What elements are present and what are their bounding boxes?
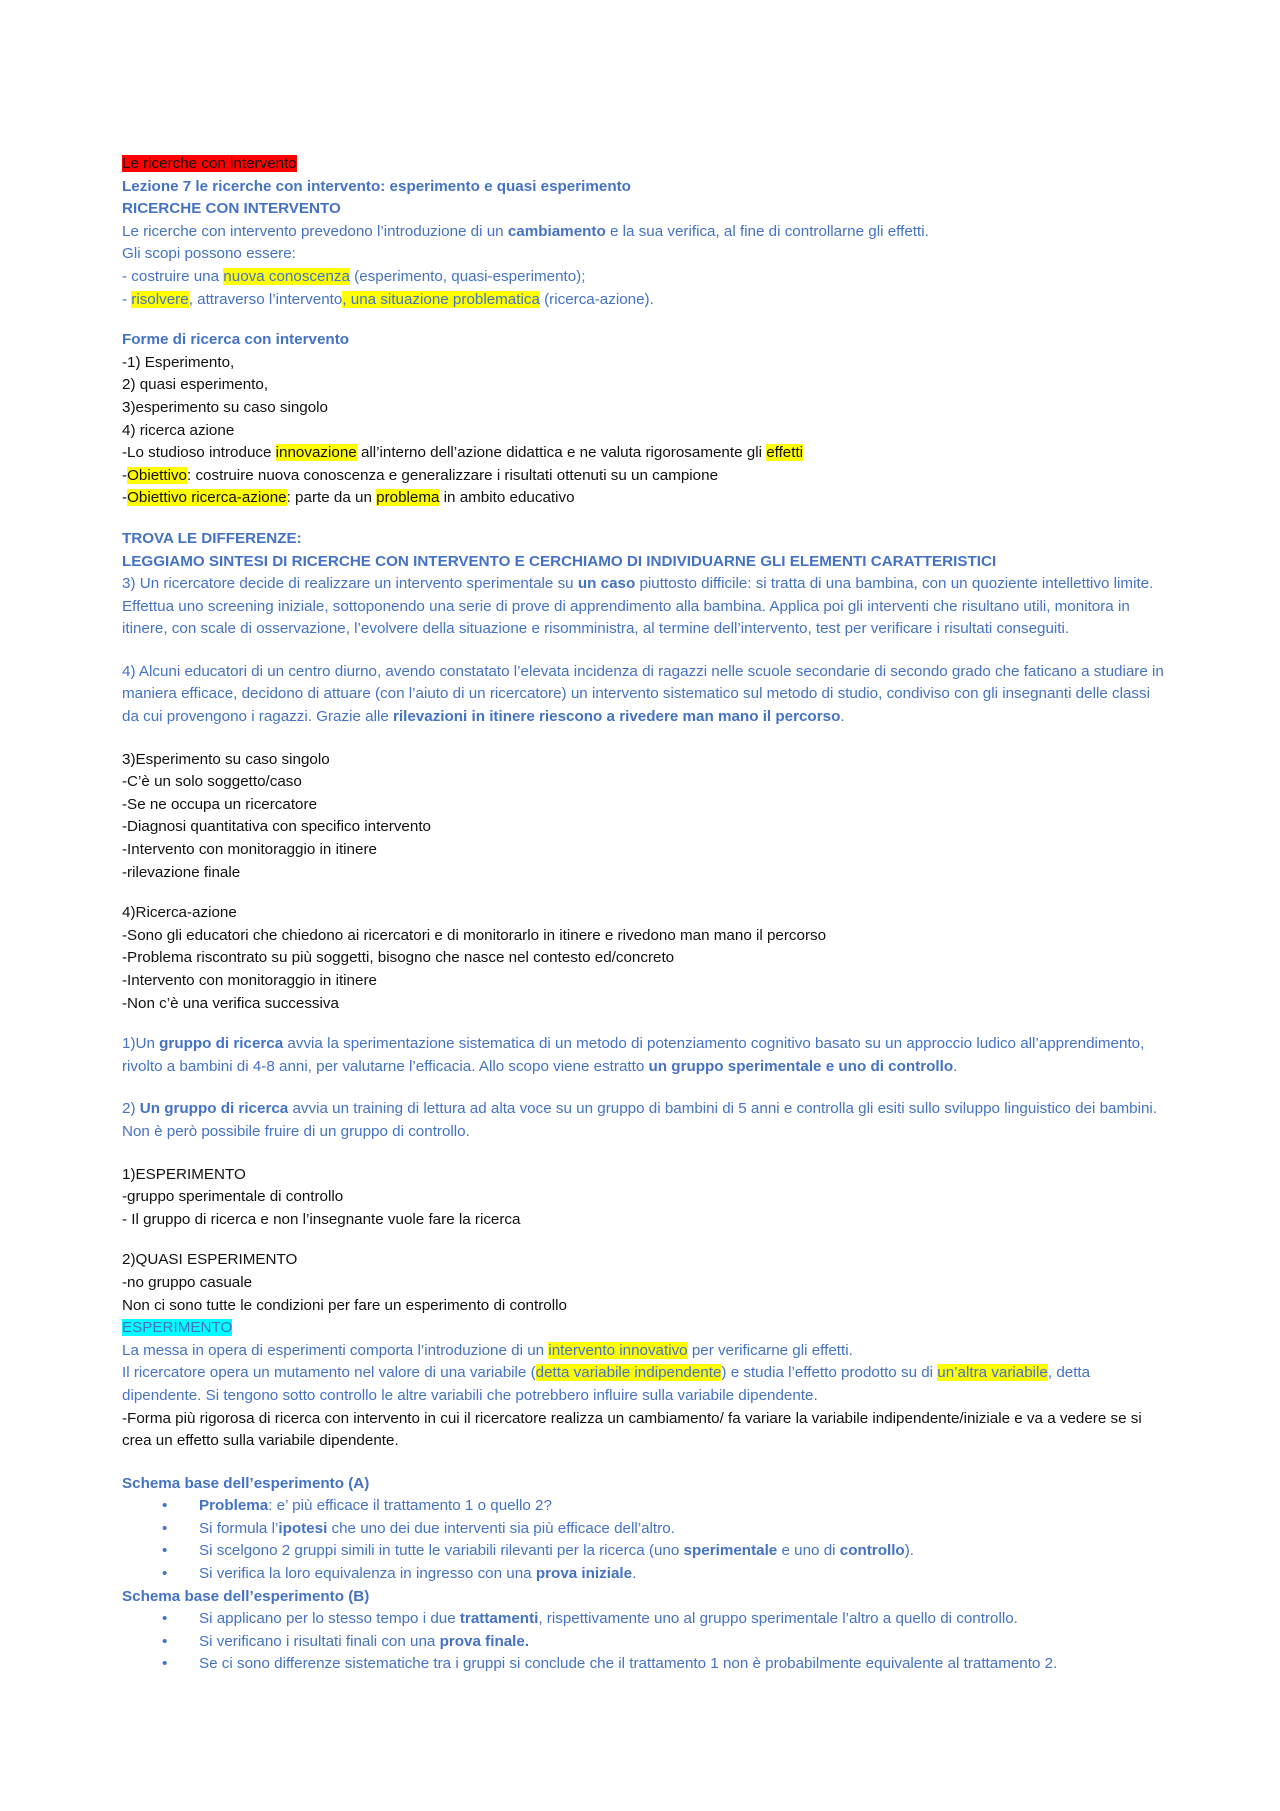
intro-scope-1: - costruire una nuova conoscenza (esperimento, quasi-esperimento); — [122, 267, 586, 285]
single-case-item: -C’è un solo soggetto/caso — [122, 773, 302, 791]
bullet-icon: • — [162, 1655, 168, 1673]
esperimento-paragraph-2: Il ricercatore opera un mutamento nel valore di una variabile (detta variabile indipendente) e studia l’effetto prodotto su di un’altra variabile, detta dipendente. Si tengono sotto controllo le altre variabili che potrebbero influire sulla variabile dipendente. — [122, 1364, 1091, 1404]
forms-item-3: 3)esperimento su caso singolo — [122, 398, 328, 416]
quasi-item: -no gruppo casuale — [122, 1273, 253, 1291]
single-case-heading: 3)Esperimento su caso singolo — [122, 750, 330, 768]
bullet-icon: • — [162, 1497, 168, 1515]
single-case-item: -Se ne occupa un ricercatore — [122, 795, 318, 813]
forms-item-1: -1) Esperimento, — [122, 353, 235, 371]
forms-item-4: 4) ricerca azione — [122, 421, 235, 439]
schema-a-item: • Si verifica la loro equivalenza in ingresso con una prova iniziale. — [122, 1563, 1167, 1586]
intro-paragraph: Le ricerche con intervento prevedono l’introduzione di un cambiamento e la sua verifica, al fine di controllarne gli effetti. — [122, 222, 929, 240]
esperimento-paragraph-3: -Forma più rigorosa di ricerca con intervento in cui il ricercatore realizza un cambiamento/ fa variare la variabile indipendente/iniziale e va a vedere se si crea un effetto sulla variabile dipendente. — [122, 1409, 1142, 1450]
schema-a-item: • Si formula l’ipotesi che uno dei due interventi sia più efficace dell’altro. — [122, 1518, 1167, 1541]
schema-b-list — [122, 1608, 1167, 1676]
esperimento-tag: ESPERIMENTO — [122, 1319, 233, 1337]
case-3-paragraph: 3) Un ricercatore decide di realizzare un intervento sperimentale su un caso piuttosto difficile: si tratta di una bambina, con un quoziente intellettivo limite. Effettua uno screening iniziale, sottoponendo una serie di prove di apprendimento alla bambina. Applica poi gli interventi che risultano utili, monitora in itinere, con scale di osservazione, l’evolvere della situazione e risomministra, al termine dell’intervento, test per verificare i risultati conseguiti. — [122, 575, 1154, 638]
case-2-paragraph: 2) Un gruppo di ricerca avvia un training di lettura ad alta voce su un gruppo di bambini di 5 anni e controlla gli esiti sullo sviluppo linguistico dei bambini. Non è però possibile fruire di un gruppo di controllo. — [122, 1100, 1157, 1140]
action-research-item: -Non c’è una verifica successiva — [122, 994, 339, 1012]
forms-heading: Forme di ricerca con intervento — [122, 331, 350, 349]
action-research-item: -Problema riscontrato su più soggetti, bisogno che nasce nel contesto ed/concreto — [122, 949, 675, 967]
esperimento-paragraph-1: La messa in opera di esperimenti comporta l’introduzione di un intervento innovativo per verificarne gli effetti. — [122, 1341, 853, 1359]
bullet-icon: • — [162, 1632, 168, 1650]
single-case-item: -Diagnosi quantitativa con specifico intervento — [122, 818, 431, 836]
forms-note-innovation: -Lo studioso introduce innovazione all’interno dell’azione didattica e ne valuta rigorosamente gli effetti — [122, 444, 804, 462]
schema-b-item: • Si applicano per lo stesso tempo i due trattamenti, rispettivamente uno al gruppo sperimentale l’altro a quello di controllo. — [122, 1608, 1167, 1631]
bullet-icon: • — [162, 1542, 168, 1560]
differences-heading: TROVA LE DIFFERENZE: — [122, 529, 302, 547]
action-research-heading: 4)Ricerca-azione — [122, 904, 237, 922]
single-case-item: -Intervento con monitoraggio in itinere — [122, 841, 377, 859]
esperimento-tag-line — [122, 1317, 1167, 1340]
forms-note-objective-action: -Obiettivo ricerca-azione: parte da un problema in ambito educativo — [122, 489, 575, 507]
bullet-icon: • — [162, 1565, 168, 1583]
action-research-item: -Sono gli educatori che chiedono ai ricercatori e di monitorarlo in itinere e rivedono man mano il percorso — [122, 926, 827, 944]
experiment-item: -gruppo sperimentale di controllo — [122, 1188, 344, 1206]
differences-subheading: LEGGIAMO SINTESI DI RICERCHE CON INTERVENTO E CERCHIAMO DI INDIVIDUARNE GLI ELEMENTI CARATTERISTICI — [122, 552, 997, 570]
forms-note-objective: -Obiettivo: costruire nuova conoscenza e generalizzare i risultati ottenuti su un campione — [122, 466, 719, 484]
single-case-item: -rilevazione finale — [122, 863, 241, 881]
case-1-paragraph: 1)Un gruppo di ricerca avvia la sperimentazione sistematica di un metodo di potenziamento cognitivo basato su un approccio ludico all’apprendimento, rivolto a bambini di 4-8 anni, per valutarne l’efficacia. Allo scopo viene estratto un gruppo sperimentale e uno di controllo. — [122, 1035, 1145, 1075]
intro-scopes: Gli scopi possono essere: — [122, 245, 296, 263]
intro-scope-2: - risolvere, attraverso l’intervento, una situazione problematica (ricerca-azione). — [122, 290, 654, 308]
schema-b-item: • Si verificano i risultati finali con una prova finale. — [122, 1631, 1167, 1654]
title-tag-line — [122, 153, 1167, 176]
lesson-title: Lezione 7 le ricerche con intervento: esperimento e quasi esperimento — [122, 177, 631, 195]
schema-b-item: • Se ci sono differenze sistematiche tra i gruppi si conclude che il trattamento 1 non è probabilmente equivalente al trattamento 2. — [122, 1653, 1167, 1676]
section-heading: RICERCHE CON INTERVENTO — [122, 200, 341, 218]
title-tag: Le ricerche con intervento — [122, 155, 297, 172]
experiment-item: - Il gruppo di ricerca e non l’insegnante vuole fare la ricerca — [122, 1210, 521, 1228]
schema-b-heading: Schema base dell’esperimento (B) — [122, 1587, 370, 1605]
quasi-heading: 2)QUASI ESPERIMENTO — [122, 1251, 298, 1269]
schema-a-item: • Si scelgono 2 gruppi simili in tutte le variabili rilevanti per la ricerca (uno sperimentale e uno di controllo). — [122, 1540, 1167, 1563]
bullet-icon: • — [162, 1610, 168, 1628]
schema-a-item: • Problema: e’ più efficace il trattamento 1 o quello 2? — [122, 1495, 1167, 1518]
quasi-item: Non ci sono tutte le condizioni per fare un esperimento di controllo — [122, 1296, 567, 1314]
bullet-icon: • — [162, 1519, 168, 1537]
case-4-paragraph: 4) Alcuni educatori di un centro diurno, avendo constatato l’elevata incidenza di ragazzi nelle scuole secondarie di secondo grado che faticano a studiare in maniera efficace, decidono di attuare (con l’aiuto di un ricercatore) un intervento sistematico sul metodo di studio, condiviso con gli insegnanti delle classi da cui provengono i ragazzi. Grazie alle rilevazioni in itinere riescono a rivedere man mano il percorso. — [122, 662, 1164, 726]
document-page — [122, 153, 1167, 1676]
experiment-heading: 1)ESPERIMENTO — [122, 1165, 246, 1183]
schema-a-heading: Schema base dell’esperimento (A) — [122, 1474, 370, 1492]
action-research-item: -Intervento con monitoraggio in itinere — [122, 972, 377, 989]
schema-a-list — [122, 1495, 1167, 1585]
forms-item-2: 2) quasi esperimento, — [122, 376, 269, 394]
